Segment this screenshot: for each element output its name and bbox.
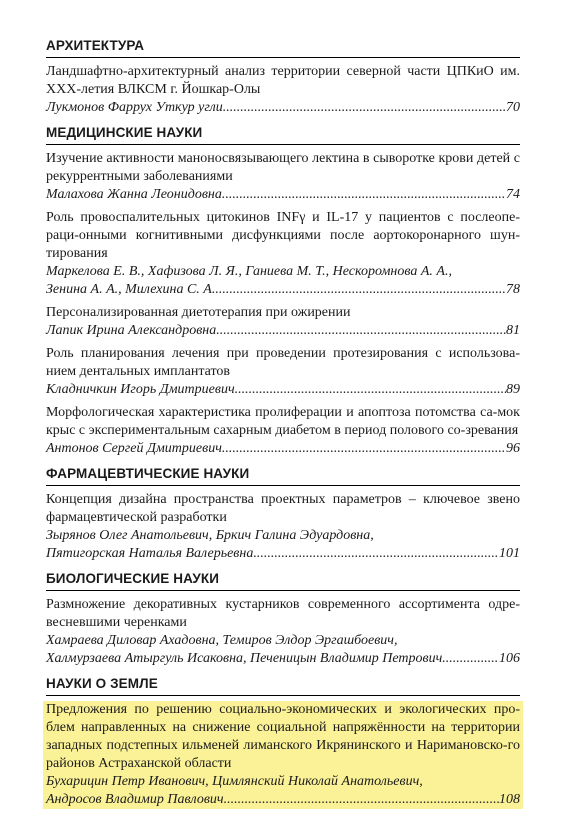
dot-leader	[253, 545, 499, 563]
dot-leader	[235, 381, 506, 399]
article-authors: Кладничкин Игорь Дмитриевич	[46, 382, 235, 397]
table-of-contents	[46, 38, 520, 814]
toc-entry	[46, 491, 520, 563]
dot-leader	[442, 650, 499, 668]
dot-leader	[212, 281, 506, 299]
article-authors: Антонов Сергей Дмитриевич	[46, 441, 222, 456]
article-authors: Зырянов Олег Анатольевич, Бркич Галина Эдуардовна,	[46, 528, 374, 543]
article-authors: Лукмонов Фаррух Уткур угли	[46, 100, 223, 115]
article-title: Изучение активности маноносвязывающего лектина в сыворотке крови детей с рекуррентными заболеваниями	[46, 151, 520, 184]
article-title: Концепция дизайна пространства проектных параметров – ключевое звено фармацевтической разработки	[46, 492, 520, 525]
section-heading: ФАРМАЦЕВТИЧЕСКИЕ НАУКИ	[46, 466, 520, 486]
authors-page-line	[46, 545, 520, 563]
page-number: 106	[499, 651, 520, 666]
authors-page-line	[46, 186, 520, 204]
page-number: 89	[506, 382, 520, 397]
section-heading: АРХИТЕКТУРА	[46, 38, 520, 58]
article-authors: Малахова Жанна Леонидовна	[46, 187, 222, 202]
authors-page-line	[46, 791, 520, 809]
page-number: 74	[506, 187, 520, 202]
toc-entry	[46, 63, 520, 117]
toc-entry	[46, 150, 520, 204]
page-number: 108	[499, 792, 520, 807]
page-number: 101	[499, 546, 520, 561]
article-authors: Маркелова Е. В., Хафизова Л. Я., Ганиева М. Т., Нескоромнова А. А.,	[46, 264, 452, 279]
article-title: Роль планирования лечения при проведении протезирования с использова-нием дентальных имплантатов	[46, 346, 520, 379]
page-number: 78	[506, 282, 520, 297]
article-authors: Пятигорская Наталья Валерьевна	[46, 546, 254, 561]
article-authors: Хамраева Диловар Ахадовна, Темиров Элдор Эргашбоевич,	[46, 633, 398, 648]
toc-entry	[46, 345, 520, 399]
article-authors: Бухарицин Петр Иванович, Цимлянский Николай Анатольевич,	[46, 774, 423, 789]
dot-leader	[216, 322, 506, 340]
dot-leader	[222, 440, 506, 458]
dot-leader	[223, 99, 506, 117]
authors-page-line	[46, 99, 520, 117]
article-authors: Зенина А. А., Милехина С. А	[46, 282, 212, 297]
article-authors: Лапик Ирина Александровна	[46, 323, 217, 338]
page-number: 70	[506, 100, 520, 115]
page-number: 81	[506, 323, 520, 338]
authors-page-line	[46, 322, 520, 340]
toc-entry	[46, 209, 520, 299]
article-title: Размножение декоративных кустарников современного ассортимента одре-весневшими черенками	[46, 597, 520, 630]
section-heading: НАУКИ О ЗЕМЛЕ	[46, 676, 520, 696]
authors-page-line	[46, 440, 520, 458]
highlighted-toc-entry	[43, 701, 523, 809]
authors-page-line	[46, 381, 520, 399]
article-authors: Андросов Владимир Павлович	[46, 792, 224, 807]
authors-page-line	[46, 281, 520, 299]
article-title: Роль провоспалительных цитокинов INFγ и IL-17 у пациентов с послеопе-раци-онными когнитивными дисфункциями после аортокоронарного шун-тирования	[46, 210, 520, 261]
section-heading: МЕДИЦИНСКИЕ НАУКИ	[46, 125, 520, 145]
authors-page-line	[46, 650, 520, 668]
dot-leader	[224, 791, 499, 809]
toc-entry	[46, 596, 520, 668]
article-authors: Халмурзаева Атыргуль Исаковна, Печеницын Владимир Петрович	[46, 651, 443, 666]
article-title: Ландшафтно-архитектурный анализ территории северной части ЦПКиО им. XXX-летия ВЛКСМ г. Йошкар-Олы	[46, 64, 520, 97]
section-heading: БИОЛОГИЧЕСКИЕ НАУКИ	[46, 571, 520, 591]
dot-leader	[222, 186, 506, 204]
toc-entry	[46, 404, 520, 458]
article-title: Персонализированная диетотерапия при ожирении	[46, 305, 351, 320]
article-title: Морфологическая характеристика пролиферации и апоптоза потомства са-мок крыс с экспериментальным сахарным диабетом в период полового со-зревания	[46, 405, 520, 438]
article-title: Предложения по решению социально-экономических и экологических про-блем направленных на снижение социальной напряжённости на территории западных подстепных ильменей лиманского Икрянинского и Наримановско-го районов Астраханской области	[46, 702, 520, 771]
page-number: 96	[506, 441, 520, 456]
toc-entry	[46, 304, 520, 340]
